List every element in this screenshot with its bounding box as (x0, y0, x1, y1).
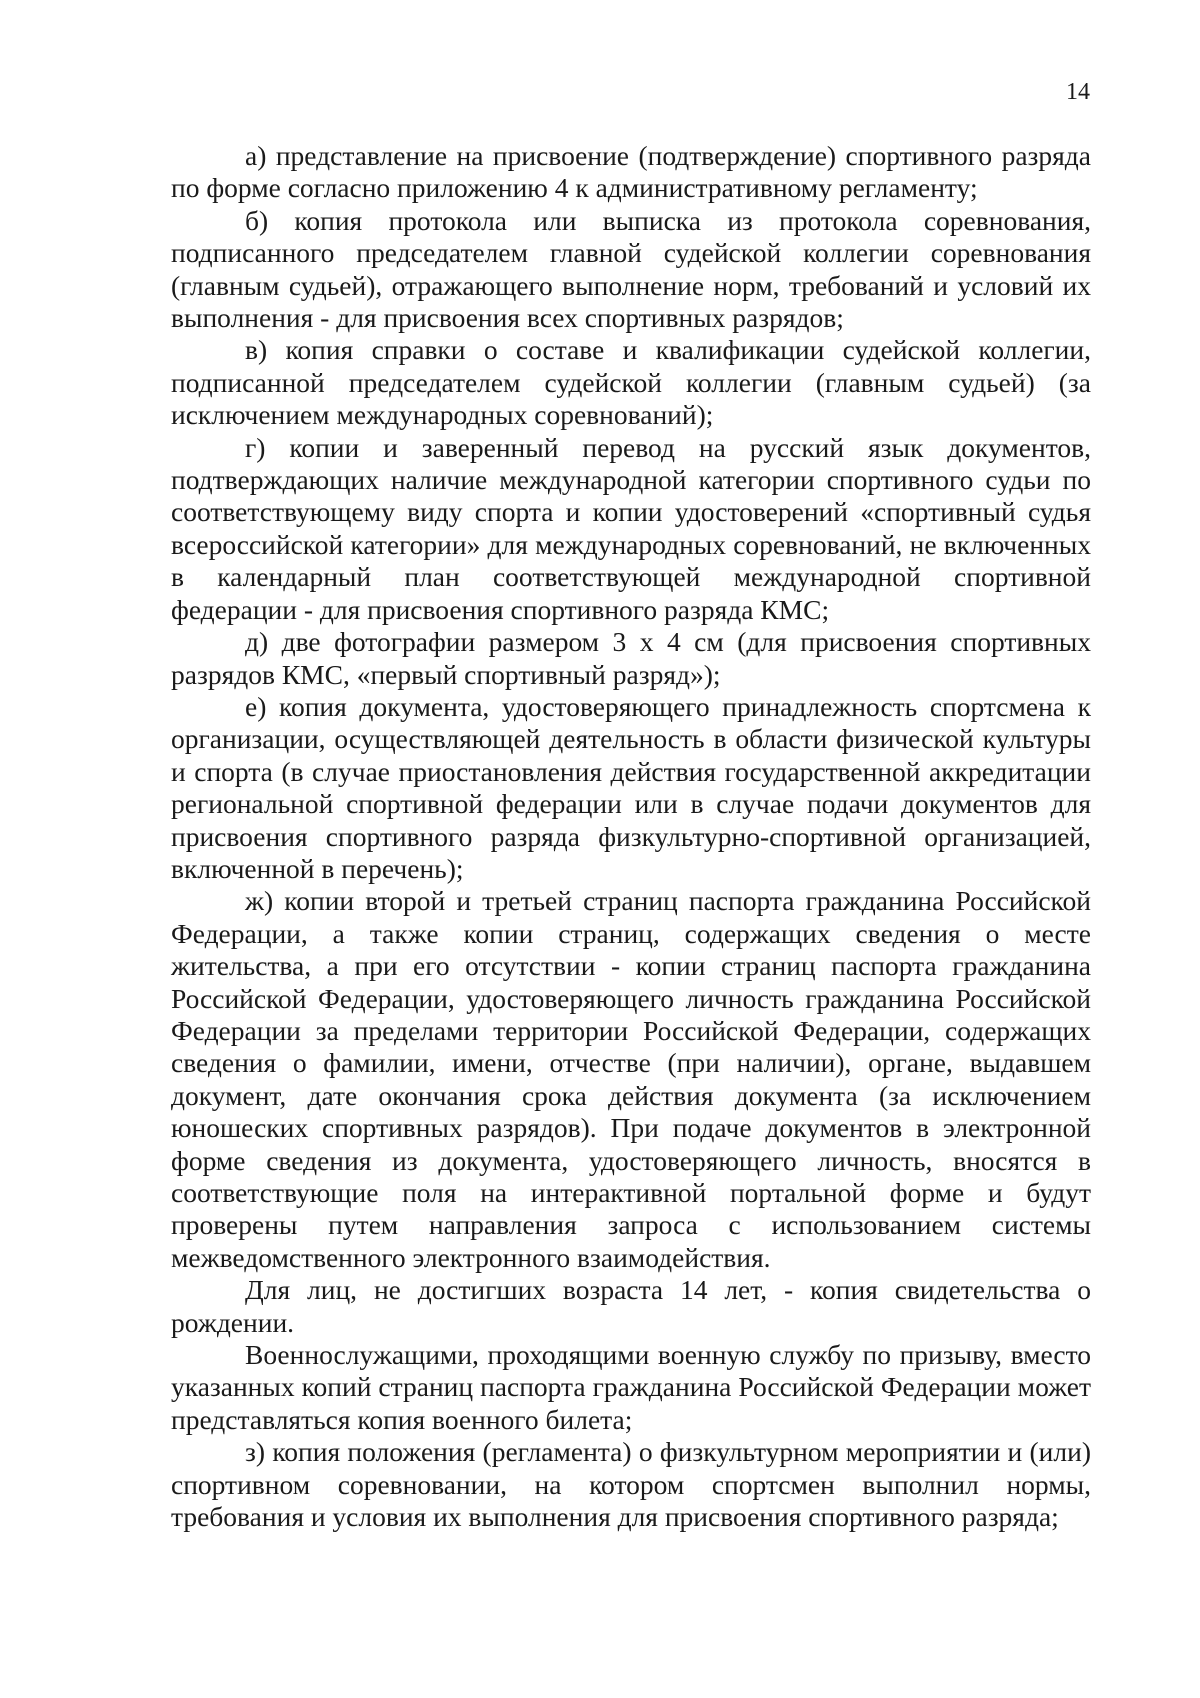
paragraph-zh: ж) копии второй и третьей страниц паспорта гражданина Российской Федерации, а также копии страниц, содержащих сведения о месте жительства, а при его отсутствии - копии страниц паспорта гражданина Российской Федерации, удостоверяющего личность гражданина Российской Федерации за пределами территории Российской Федерации, содержащих сведения о фамилии, имени, отчестве (при наличии), органе, выдавшем документ, дате окончания срока действия документа (за исключением юношеских спортивных разрядов). При подаче документов в электронной форме сведения из документа, удостоверяющего личность, вносятся в соответствующие поля на интерактивной портальной форме и будут проверены путем направления запроса с использованием системы межведомственного электронного взаимодействия. (171, 885, 1091, 1273)
paragraph-v: в) копия справки о составе и квалификации судейской коллегии, подписанной председателем судейской коллегии (главным судьей) (за исключением международных соревнований); (171, 334, 1091, 431)
paragraph-minors-note: Для лиц, не достигших возраста 14 лет, - копия свидетельства о рождении. (171, 1274, 1091, 1338)
paragraph-e: е) копия документа, удостоверяющего принадлежность спортсмена к организации, осуществляющей деятельность в области физической культуры и спорта (в случае приостановления действия государственной аккредитации региональной спортивной федерации или в случае подачи документов для присвоения спортивного разряда физкультурно-спортивной организацией, включенной в перечень); (171, 690, 1091, 884)
paragraph-a: а) представление на присвоение (подтверждение) спортивного разряда по форме согласно приложению 4 к административному регламенту; (171, 140, 1091, 204)
paragraph-z: з) копия положения (регламента) о физкультурном мероприятии и (или) спортивном соревновании, на котором спортсмен выполнил нормы, требования и условия их выполнения для присвоения спортивного разряда; (171, 1436, 1091, 1533)
paragraph-g: г) копии и заверенный перевод на русский язык документов, подтверждающих наличие международной категории спортивного судьи по соответствующему виду спорта и копии удостоверений «спортивный судья всероссийской категории» для международных соревнований, не включенных в календарный план соответствующей международной спортивной федерации - для присвоения спортивного разряда КМС; (171, 431, 1091, 625)
paragraph-military-note: Военнослужащими, проходящими военную службу по призыву, вместо указанных копий страниц паспорта гражданина Российской Федерации может представляться копия военного билета; (171, 1339, 1091, 1435)
paragraph-b: б) копия протокола или выписка из протокола соревнования, подписанного председателем главной судейской коллегии соревнования (главным судьей), отражающего выполнение норм, требований и условий их выполнения - для присвоения всех спортивных разрядов; (171, 204, 1091, 334)
paragraph-d: д) две фотографии размером 3 х 4 см (для присвоения спортивных разрядов КМС, «первый спортивный разряд»); (171, 626, 1091, 690)
document-body (171, 140, 1091, 1533)
page-number: 14 (1066, 79, 1090, 105)
